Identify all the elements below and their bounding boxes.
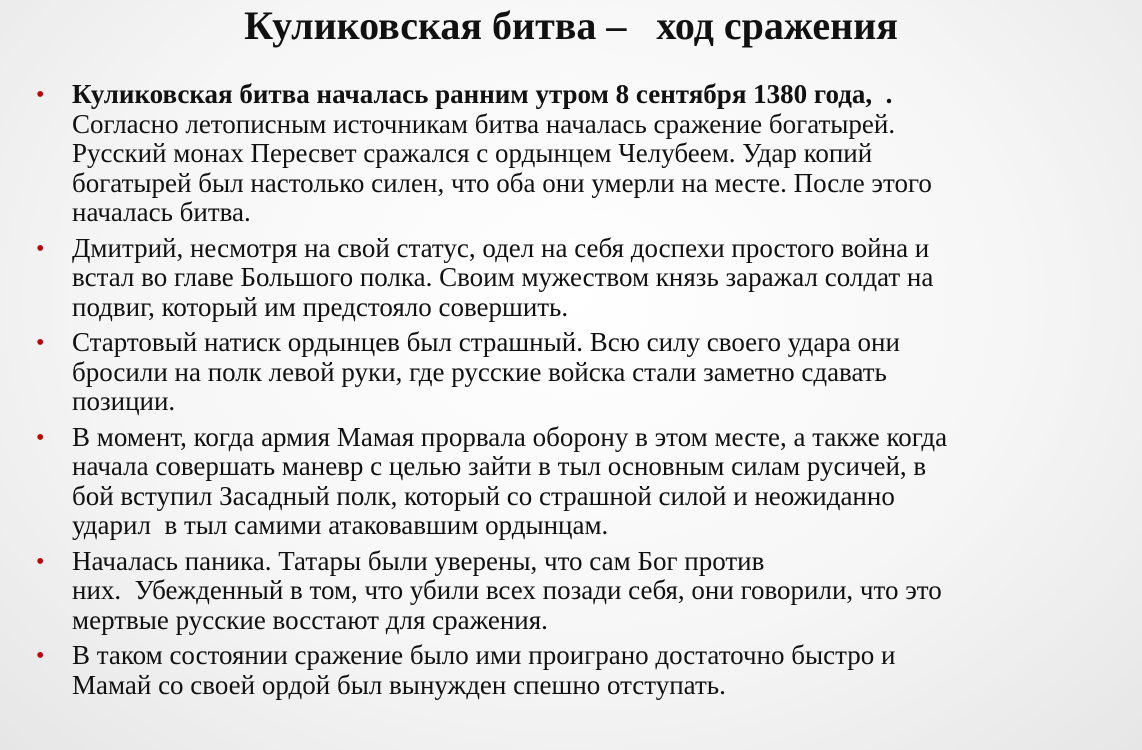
bullet-line: бросили на полк левой руки, где русские войска стали заметно сдавать bbox=[72, 356, 887, 387]
bullet-dot-icon: • bbox=[36, 643, 45, 669]
bullet-line: начала совершать маневр с целью зайти в тыл основным силам русичей, в bbox=[72, 451, 927, 481]
bullet-line: ударил в тыл самими атаковавшим ордынцам. bbox=[72, 510, 609, 540]
bullet-line: В момент, когда армия Мамая прорвала оборону в этом месте, а также когда bbox=[72, 421, 948, 452]
slide-title: Куликовская битва – ход сражения bbox=[244, 3, 898, 48]
bullet-item-4 bbox=[36, 423, 1136, 541]
bullet-line: В таком состоянии сражение было ими проиграно достаточно быстро и bbox=[72, 640, 896, 670]
bullet-dot-icon: • bbox=[36, 235, 45, 262]
bullet-line: встал во главе Большого полка. Своим мужеством князь заражал солдат на bbox=[72, 262, 934, 292]
bullet-list bbox=[36, 80, 1136, 706]
bullet-item-6 bbox=[36, 641, 1136, 700]
bullet-item-3 bbox=[36, 328, 1136, 417]
bullet-line: Согласно летописным источникам битва началась сражение богатырей. bbox=[72, 108, 896, 139]
bullet-dot-icon: • bbox=[36, 330, 45, 356]
bullet-line: позиции. bbox=[72, 386, 176, 416]
bullet-line: Дмитрий, несмотря на свой статус, одел на себя доспехи простого война и bbox=[72, 232, 930, 263]
bullet-dot-icon: • bbox=[36, 424, 45, 451]
bullet-line: мертвые русские восстают для сражения. bbox=[72, 604, 548, 635]
bullet-line: Мамай со своей ордой был вынужден спешно отступать. bbox=[72, 669, 726, 700]
bullet-line: них. Убежденный в том, что убили всех позади себя, они говорили, что это bbox=[72, 575, 942, 605]
bullet-line: Стартовый натиск ордынцев был страшный. Всю силу своего удара они bbox=[72, 327, 900, 357]
bullet-item-1 bbox=[36, 80, 1136, 228]
bullet-dot-icon: • bbox=[36, 82, 45, 108]
bullet-dot-icon: • bbox=[36, 548, 45, 575]
bullet-line: Началась паника. Татары были уверены, что сам Бог против bbox=[72, 545, 765, 576]
bullet-line: Русский монах Пересвет сражался с ордынцем Челубеем. Удар копий bbox=[72, 138, 873, 168]
bullet-item-5 bbox=[36, 547, 1136, 636]
bullet-line: бой вступил Засадный полк, который со страшной силой и неожиданно bbox=[72, 480, 895, 511]
bullet-line: богатырей был настолько силен, что оба они умерли на месте. После этого bbox=[72, 167, 932, 198]
bullet-line: началась битва. bbox=[72, 197, 251, 227]
bullet-lead-text: Куликовская битва началась ранним утром 8 сентября 1380 года, . bbox=[72, 79, 893, 109]
bullet-item-2 bbox=[36, 234, 1136, 323]
bullet-line: подвиг, который им предстояло совершить. bbox=[72, 291, 569, 322]
